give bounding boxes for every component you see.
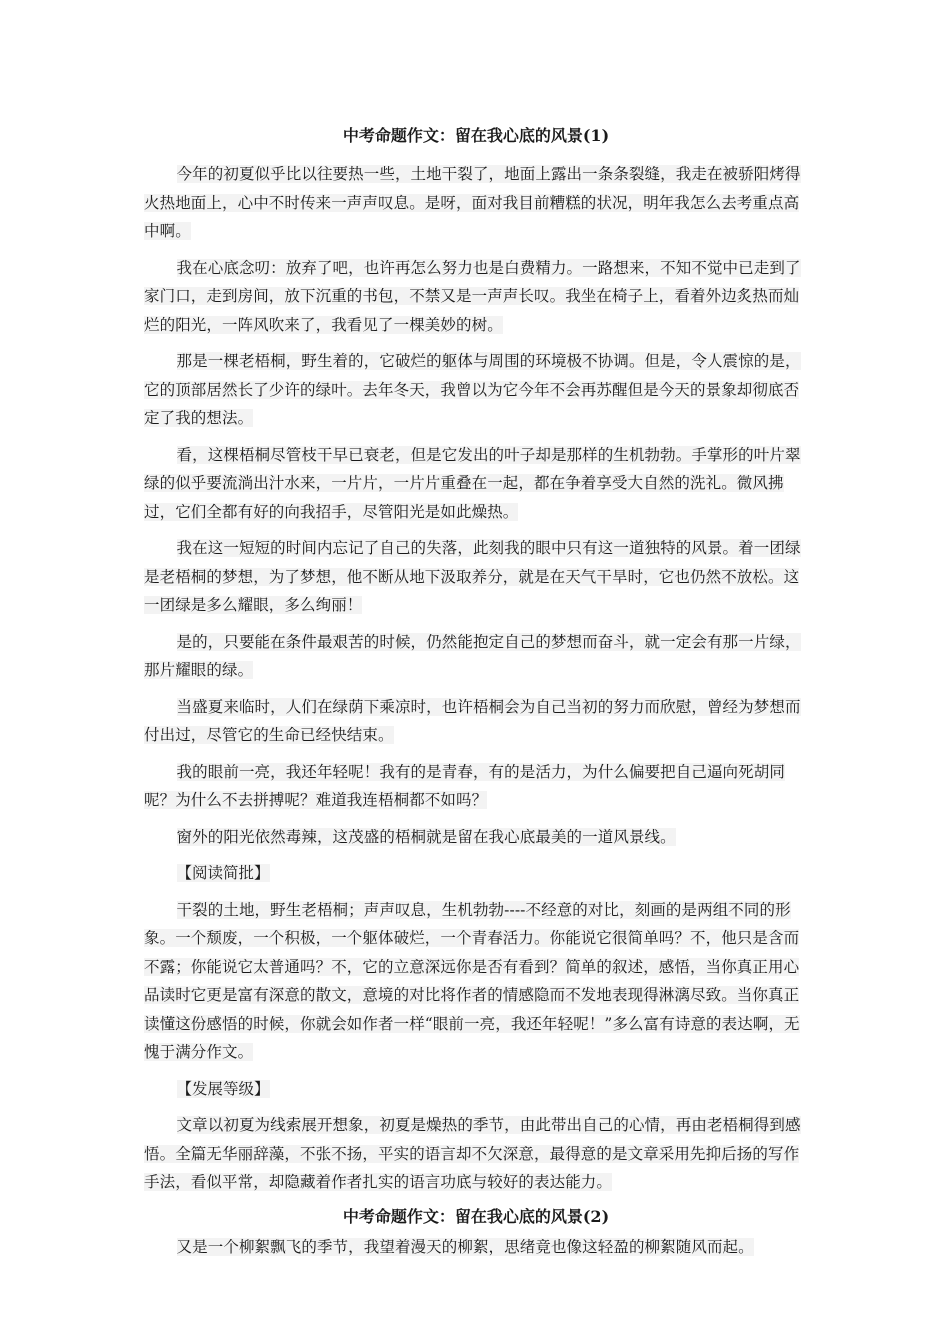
- paragraph-text: 我在心底念叨：放弃了吧，也许再怎么努力也是白费精力。一路想来，不知不觉中已走到了家门口，走到房间，放下沉重的书包，不禁又是一声声长叹。我坐在椅子上，看着外边炙热而灿烂的阳光，一阵风吹来了，我看见了一棵美妙的树。: [144, 258, 801, 334]
- article-1-paragraph-9: [144, 823, 808, 852]
- paragraph-text: 那是一棵老梧桐，野生着的，它破烂的躯体与周围的环境极不协调。但是，令人震惊的是，它的顶部居然长了少许的绿叶。去年冬天，我曾以为它今年不会再苏醒但是今天的景象却彻底否定了我的想法。: [144, 352, 801, 427]
- paragraph-text: 今年的初夏似乎比以往要热一些，土地干裂了，地面上露出一条条裂缝，我走在被骄阳烤得火热地面上，心中不时传来一声声叹息。是呀，面对我目前糟糕的状况，明年我怎么去考重点高中啊。: [144, 165, 801, 240]
- level-paragraph: [144, 1111, 808, 1197]
- article-1-paragraph-1: [144, 160, 808, 246]
- paragraph-text: 我的眼前一亮，我还年轻呢！我有的是青春，有的是活力，为什么偏要把自己逼向死胡同呢？为什么不去拼搏呢？难道我连梧桐都不如吗？: [144, 762, 785, 809]
- paragraph-text: 当盛夏来临时，人们在绿荫下乘凉时，也许梧桐会为自己当初的努力而欣慰，曾经为梦想而付出过，尽管它的生命已经快结束。: [144, 697, 801, 744]
- document-page: [144, 124, 808, 1269]
- article-1-paragraph-2: [144, 254, 808, 340]
- paragraph-text: 是的，只要能在条件最艰苦的时候，仍然能抱定自己的梦想而奋斗，就一定会有那一片绿，那片耀眼的绿。: [144, 632, 801, 679]
- article-1-paragraph-3: [144, 347, 808, 433]
- article-2-paragraph-1: [144, 1233, 808, 1262]
- review-label-text: 【阅读简批】: [176, 864, 270, 882]
- article-1-paragraph-7: [144, 693, 808, 750]
- review-label: [144, 859, 808, 888]
- article-1-paragraph-4: [144, 441, 808, 527]
- level-label: [144, 1075, 808, 1104]
- article-1-title: 中考命题作文：留在我心底的风景(1): [342, 126, 610, 145]
- review-text: 干裂的土地，野生老梧桐；声声叹息，生机勃勃----不经意的对比，刻画的是两组不同的形象。一个颓废，一个积极，一个躯体破烂，一个青春活力。你能说它很简单吗？不，他只是含而不露；你能说它太普通吗？不，它的立意深远你是否有看到？简单的叙述，感悟，当你真正用心品读时它更是富有深意的散文，意境的对比将作者的情感隐而不发地表现得淋漓尽致。当你真正读懂这份感悟的时候，你就会如作者一样“眼前一亮，我还年轻呢！”多么富有诗意的表达啊，无愧于满分作文。: [144, 900, 800, 1061]
- review-paragraph: [144, 896, 808, 1067]
- article-1-paragraph-8: [144, 758, 808, 815]
- paragraph-text: 窗外的阳光依然毒辣，这茂盛的梧桐就是留在我心底最美的一道风景线。: [176, 827, 676, 846]
- paragraph-text: 又是一个柳絮飘飞的季节，我望着漫天的柳絮，思绪竟也像这轻盈的柳絮随风而起。: [176, 1237, 754, 1256]
- paragraph-text: 我在这一短短的时间内忘记了自己的失落，此刻我的眼中只有这一道独特的风景。着一团绿是老梧桐的梦想，为了梦想，他不断从地下汲取养分，就是在天气干旱时，它也仍然不放松。这一团绿是多么耀眼，多么绚丽！: [144, 539, 801, 614]
- level-label-text: 【发展等级】: [176, 1079, 270, 1098]
- paragraph-text: 看，这棵梧桐尽管枝干早已衰老，但是它发出的叶子却是那样的生机勃勃。手掌形的叶片翠绿的似乎要流淌出汁水来，一片片，一片片重叠在一起，都在争着享受大自然的洗礼。微风拂过，它们全都有好的向我招手，尽管阳光是如此燥热。: [144, 445, 801, 521]
- level-text: 文章以初夏为线索展开想象，初夏是燥热的季节，由此带出自己的心情，再由老梧桐得到感悟。全篇无华丽辞藻，不张不扬，平实的语言却不欠深意，最得意的是文章采用先抑后扬的写作手法，看似平常，却隐藏着作者扎实的语言功底与较好的表达能力。: [144, 1116, 801, 1191]
- article-2-title: 中考命题作文：留在我心底的风景(2): [342, 1206, 610, 1226]
- article-1-paragraph-6: [144, 628, 808, 685]
- article-1-paragraph-5: [144, 534, 808, 620]
